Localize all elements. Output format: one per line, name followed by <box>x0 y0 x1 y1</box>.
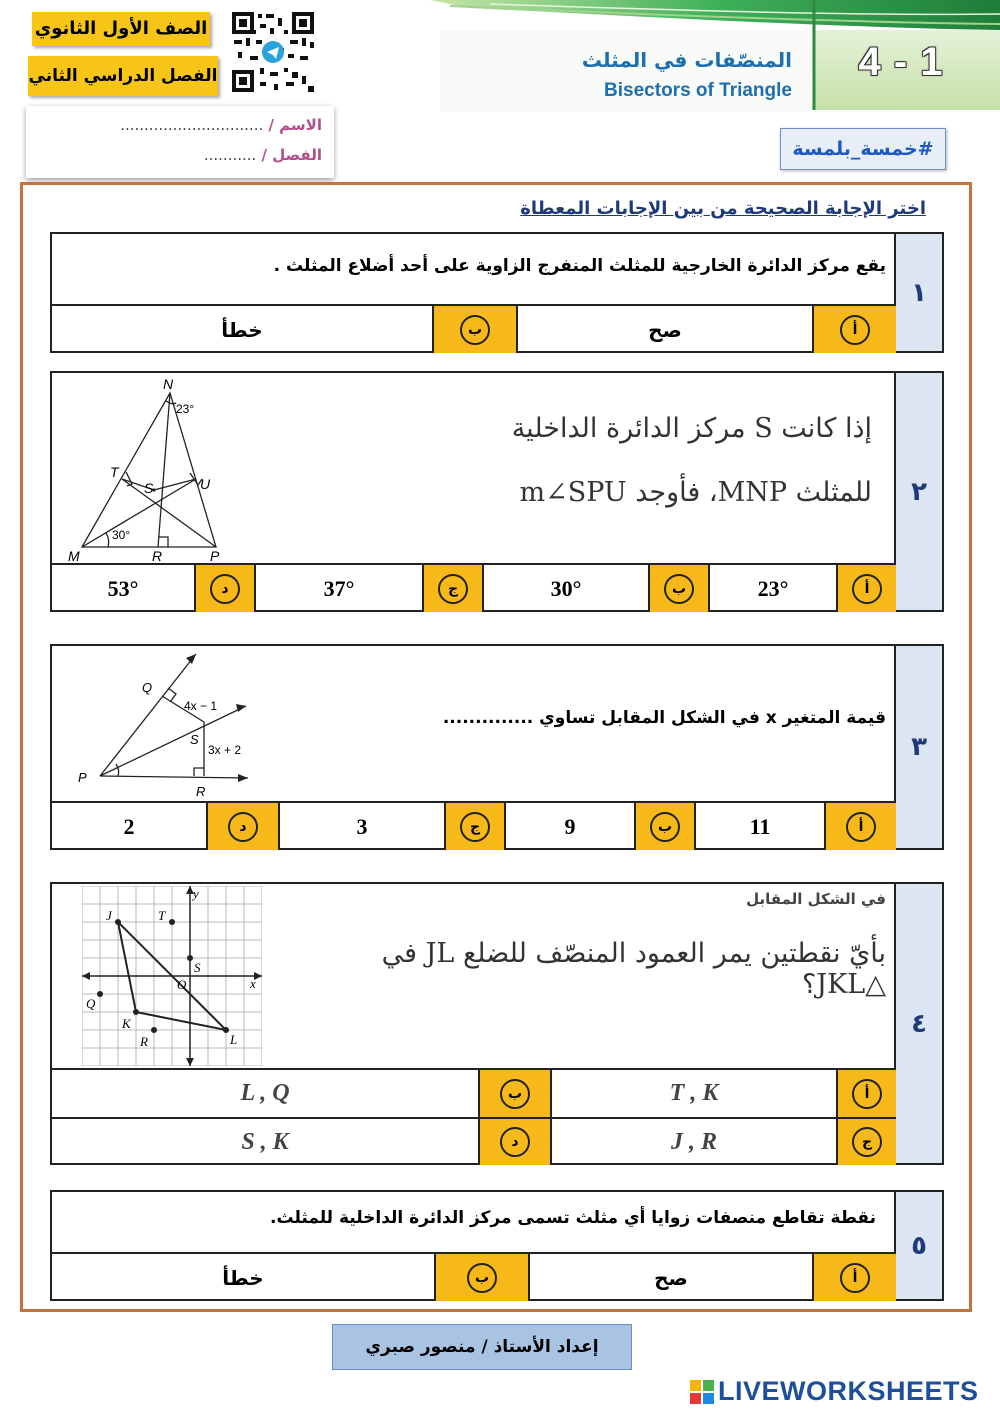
label-u: U <box>200 476 211 492</box>
hashtag-badge: #خمسة_بلمسة <box>780 128 946 170</box>
bisector-n <box>158 393 170 547</box>
triangle-mnp-figure <box>62 375 302 563</box>
option-a-letter[interactable]: أ <box>836 1070 896 1117</box>
option-d-letter[interactable]: د <box>206 803 278 850</box>
option-b-value[interactable]: L , Q <box>240 1080 290 1106</box>
label-t: T <box>110 464 119 480</box>
student-info-box <box>26 106 334 178</box>
option-a-letter[interactable]: أ <box>824 803 896 850</box>
question-intro: في الشكل المقابل <box>746 890 886 908</box>
class-field[interactable] <box>204 146 322 164</box>
option-a-value[interactable]: صح <box>516 306 812 353</box>
name-label: الاسم / <box>268 116 322 134</box>
option-b-value[interactable]: 9 <box>504 803 634 850</box>
label-m: M <box>68 548 80 563</box>
label-y: y <box>193 886 199 901</box>
option-b-value[interactable]: خطأ <box>222 1265 264 1290</box>
question-text: قيمة المتغير x في الشكل المقابل تساوي .............. <box>442 708 886 728</box>
question-4 <box>50 882 944 1165</box>
question-3 <box>50 644 944 850</box>
option-c-letter[interactable]: ج <box>444 803 504 850</box>
label-t: T <box>158 908 166 923</box>
question-1 <box>50 232 944 353</box>
question-text: بأيّ نقطتين يمر العمود المنصّف للضلع JL في △JKL؟ <box>381 938 886 1000</box>
lesson-title-ar: المنصّفات في المثلث <box>581 48 792 72</box>
angle-bisector-figure <box>70 648 310 798</box>
label-q: Q <box>142 680 153 695</box>
option-a-value[interactable]: 11 <box>694 803 824 850</box>
question-number: ٢ <box>894 373 942 610</box>
class-dots: ........... <box>203 146 257 164</box>
option-b-letter[interactable]: ب <box>648 565 708 612</box>
label-r: R <box>196 784 206 798</box>
label-q: Q <box>86 996 96 1011</box>
question-5 <box>50 1190 944 1301</box>
question-text-line2: للمثلث MNP، فأوجد m∠SPU <box>519 477 872 508</box>
option-d-value[interactable]: 2 <box>123 813 135 839</box>
label-p: P <box>78 770 87 785</box>
option-d-value[interactable]: 53° <box>107 575 139 601</box>
label-l: L <box>230 1032 238 1047</box>
grade-tag: الصف الأول الثانوي <box>32 12 210 46</box>
option-c-value[interactable]: 37° <box>254 565 422 612</box>
label-p: P <box>210 548 220 563</box>
option-b-letter[interactable]: ب <box>478 1070 550 1117</box>
option-c-value[interactable]: J , R <box>550 1119 836 1165</box>
question-2 <box>50 371 944 612</box>
option-b-letter[interactable]: ب <box>434 1254 528 1301</box>
option-a-letter[interactable]: أ <box>812 1254 896 1301</box>
name-dots: .............................. <box>120 116 264 134</box>
option-b-letter[interactable]: ب <box>634 803 694 850</box>
option-d-value[interactable]: S , K <box>241 1128 289 1155</box>
label-r: R <box>140 1034 148 1049</box>
coordinate-grid-figure <box>82 886 262 1066</box>
option-c-letter[interactable]: ج <box>836 1119 896 1165</box>
lesson-number: 4 - 1 <box>858 40 944 84</box>
option-a-value[interactable]: صح <box>528 1254 812 1301</box>
question-number: ٥ <box>894 1192 942 1299</box>
label-j: J <box>106 908 112 923</box>
question-number: ٤ <box>894 884 942 1163</box>
option-a-letter[interactable]: أ <box>836 565 896 612</box>
label-n: N <box>163 376 174 392</box>
term-tag: الفصل الدراسي الثاني <box>28 56 218 96</box>
option-d-letter[interactable]: د <box>478 1119 550 1165</box>
option-a-letter[interactable]: أ <box>812 306 896 353</box>
author-credit: إعداد الأستاذ / منصور صبري <box>332 1324 632 1370</box>
option-c-letter[interactable]: ج <box>422 565 482 612</box>
option-a-value[interactable]: 23° <box>708 565 836 612</box>
label-s: S <box>194 960 201 975</box>
name-field[interactable] <box>120 116 322 134</box>
option-a-value[interactable]: T , K <box>550 1070 836 1117</box>
option-c-value[interactable]: 3 <box>278 803 444 850</box>
class-label: الفصل / <box>261 146 322 164</box>
option-b-value[interactable]: 30° <box>482 565 648 612</box>
label-expr-4x-1: 4x − 1 <box>184 699 218 713</box>
option-b-value[interactable]: خطأ <box>221 317 263 342</box>
label-angle-23: 23° <box>176 402 195 416</box>
question-number: ٣ <box>894 646 942 848</box>
lesson-title-en: Bisectors of Triangle <box>604 80 792 101</box>
label-expr-3x+2: 3x + 2 <box>208 743 242 757</box>
label-x: x <box>250 976 256 991</box>
label-angle-30: 30° <box>112 528 131 542</box>
label-o: O <box>177 977 187 992</box>
qr-code[interactable] <box>230 10 316 94</box>
option-d-letter[interactable]: د <box>194 565 254 612</box>
label-s: S <box>190 732 199 747</box>
question-number: ١ <box>894 234 942 351</box>
label-k: K <box>122 1016 131 1031</box>
question-text-line1: إذا كانت S مركز الدائرة الداخلية <box>511 413 872 444</box>
label-r: R <box>152 548 163 563</box>
liveworksheets-logo[interactable] <box>690 1376 990 1408</box>
question-text: نقطة تقاطع منصفات زوايا أي مثلث تسمى مركز الدائرة الداخلية للمثلث. <box>269 1208 876 1228</box>
question-text: يقع مركز الدائرة الخارجية للمثلث المنفرج الزاوية على أحد أضلاع المثلث . <box>273 256 886 276</box>
option-b-letter[interactable]: ب <box>432 306 516 353</box>
liveworksheets-icon <box>690 1380 714 1404</box>
liveworksheets-text: LIVEWORKSHEETS <box>718 1376 979 1406</box>
label-s: S <box>144 480 154 496</box>
instructions: اختر الإجابة الصحيحة من بين الإجابات المعطاة <box>520 198 926 219</box>
